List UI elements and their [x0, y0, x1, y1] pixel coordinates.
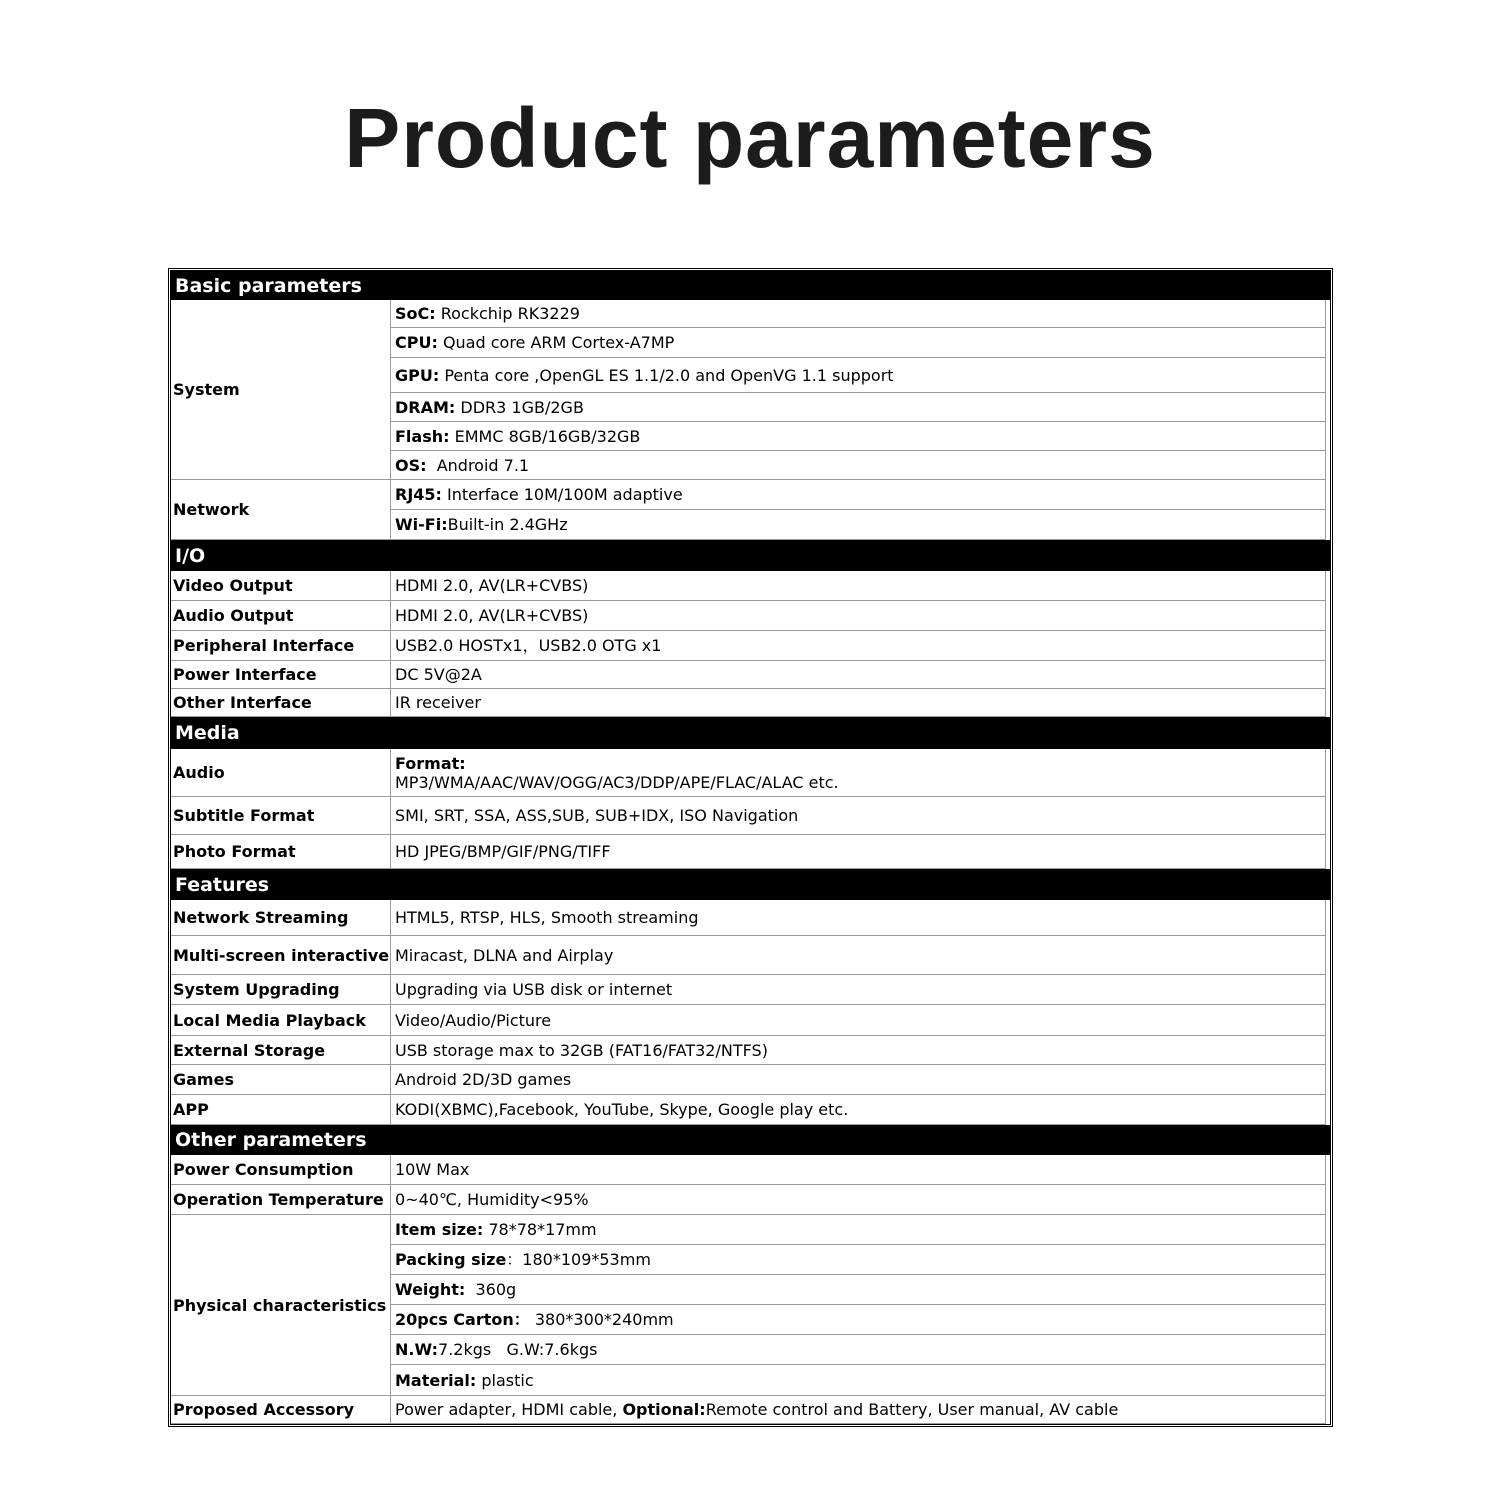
row-value-wifi — [391, 510, 1326, 540]
row-label-local-media: Local Media Playback — [171, 1005, 391, 1036]
row-value-photo: HD JPEG/BMP/GIF/PNG/TIFF — [391, 835, 1326, 869]
row-value-gpu — [391, 358, 1326, 393]
material-key: Material: — [395, 1370, 477, 1390]
soc-value: Rockchip RK3229 — [435, 304, 580, 323]
row-value-video-output: HDMI 2.0, AV(LR+CVBS) — [391, 571, 1326, 601]
row-label-photo: Photo Format — [171, 835, 391, 869]
row-value-external-storage: USB storage max to 32GB (FAT16/FAT32/NTFS) — [391, 1036, 1326, 1065]
accessory-optional-value: Remote control and Battery, User manual, AV cable — [705, 1400, 1119, 1419]
row-value-flash — [391, 422, 1326, 451]
row-value-other-interface: IR receiver — [391, 689, 1326, 717]
row-label-subtitle: Subtitle Format — [171, 797, 391, 835]
carton-value: 380*300*240mm — [529, 1310, 674, 1329]
flash-key: Flash: — [395, 426, 450, 446]
row-value-audio — [391, 749, 1326, 797]
packing-size-value: ：180*109*53mm — [506, 1250, 651, 1269]
net-weight-key: N.W: — [395, 1340, 439, 1359]
soc-key: SoC: — [395, 304, 436, 323]
weight-value: 360g — [465, 1280, 517, 1299]
row-value-subtitle: SMI, SRT, SSA, ASS,SUB, SUB+IDX, ISO Navigation — [391, 797, 1326, 835]
net-weight-value: 7.2kgs G.W:7.6kgs — [438, 1340, 598, 1359]
section-header-io: I/O — [171, 540, 1330, 571]
row-value-network-streaming: HTML5, RTSP, HLS, Smooth streaming — [391, 900, 1326, 936]
row-value-multi-screen: Miracast, DLNA and Airplay — [391, 936, 1326, 975]
item-size-key: Item size: — [395, 1220, 484, 1239]
row-value-proposed-accessory — [391, 1396, 1326, 1424]
row-value-net-weight — [391, 1335, 1326, 1365]
audio-format-key: Format: — [395, 753, 466, 773]
row-value-os — [391, 451, 1326, 480]
row-label-network: Network — [171, 480, 391, 540]
row-label-peripheral: Peripheral Interface — [171, 631, 391, 661]
row-label-games: Games — [171, 1065, 391, 1095]
section-header-basic: Basic parameters — [171, 271, 1330, 300]
row-label-system: System — [171, 300, 391, 480]
row-value-item-size — [391, 1215, 1326, 1245]
row-label-network-streaming: Network Streaming — [171, 900, 391, 936]
row-value-dram — [391, 393, 1326, 422]
row-label-audio: Audio — [171, 749, 391, 797]
row-value-power-consumption: 10W Max — [391, 1155, 1326, 1185]
row-value-material — [391, 1365, 1326, 1396]
audio-format-value: MP3/WMA/AAC/WAV/OGG/AC3/DDP/APE/FLAC/ALAC etc. — [395, 772, 839, 792]
gpu-key: GPU: — [395, 365, 440, 385]
wifi-value: Built-in 2.4GHz — [447, 515, 568, 534]
row-value-app: KODI(XBMC),Facebook, YouTube, Skype, Google play etc. — [391, 1095, 1326, 1125]
row-label-app: APP — [171, 1095, 391, 1125]
row-label-operation-temperature: Operation Temperature — [171, 1185, 391, 1215]
row-label-video-output: Video Output — [171, 571, 391, 601]
section-header-features: Features — [171, 869, 1330, 900]
rj45-key: RJ45: — [395, 485, 442, 504]
row-value-games: Android 2D/3D games — [391, 1065, 1326, 1095]
row-label-physical: Physical characteristics — [171, 1215, 391, 1396]
rj45-value: Interface 10M/100M adaptive — [441, 485, 683, 504]
item-size-value: 78*78*17mm — [483, 1220, 597, 1239]
row-value-weight — [391, 1275, 1326, 1305]
row-value-rj45 — [391, 480, 1326, 510]
row-label-power-consumption: Power Consumption — [171, 1155, 391, 1185]
row-label-system-upgrading: System Upgrading — [171, 975, 391, 1005]
spec-table-frame — [168, 268, 1333, 1427]
row-value-peripheral: USB2.0 HOSTx1，USB2.0 OTG x1 — [391, 631, 1326, 661]
dram-value: DDR3 1GB/2GB — [455, 397, 584, 417]
row-value-packing-size — [391, 1245, 1326, 1275]
gpu-value: Penta core ,OpenGL ES 1.1/2.0 and OpenVG 1.1 support — [439, 365, 894, 385]
row-value-soc — [391, 300, 1326, 328]
cpu-key: CPU: — [395, 333, 438, 352]
section-header-media: Media — [171, 717, 1330, 749]
accessory-optional-key: Optional: — [622, 1400, 706, 1419]
row-value-operation-temperature: 0~40℃, Humidity<95% — [391, 1185, 1326, 1215]
row-value-carton — [391, 1305, 1326, 1335]
flash-value: EMMC 8GB/16GB/32GB — [449, 426, 641, 446]
cpu-value: Quad core ARM Cortex-A7MP — [437, 333, 675, 352]
section-header-other: Other parameters — [171, 1125, 1330, 1155]
accessory-value-main: Power adapter, HDMI cable, — [395, 1400, 623, 1419]
weight-key: Weight: — [395, 1280, 466, 1299]
material-value: plastic — [476, 1370, 534, 1390]
row-label-other-interface: Other Interface — [171, 689, 391, 717]
carton-key: 20pcs Carton： — [395, 1310, 530, 1329]
packing-size-key: Packing size — [395, 1250, 507, 1269]
row-label-external-storage: External Storage — [171, 1036, 391, 1065]
row-value-power-interface: DC 5V@2A — [391, 661, 1326, 689]
row-label-proposed-accessory: Proposed Accessory — [171, 1396, 391, 1424]
row-value-system-upgrading: Upgrading via USB disk or internet — [391, 975, 1326, 1005]
row-label-power-interface: Power Interface — [171, 661, 391, 689]
page-title: Product parameters — [344, 91, 1156, 185]
wifi-key: Wi-Fi: — [395, 515, 448, 534]
row-value-cpu — [391, 328, 1326, 358]
row-label-multi-screen: Multi-screen interactive — [171, 936, 391, 975]
row-label-audio-output: Audio Output — [171, 601, 391, 631]
dram-key: DRAM: — [395, 397, 456, 417]
os-key: OS: — [395, 455, 427, 475]
row-value-audio-output: HDMI 2.0, AV(LR+CVBS) — [391, 601, 1326, 631]
row-value-local-media: Video/Audio/Picture — [391, 1005, 1326, 1036]
os-value: Android 7.1 — [426, 455, 530, 475]
